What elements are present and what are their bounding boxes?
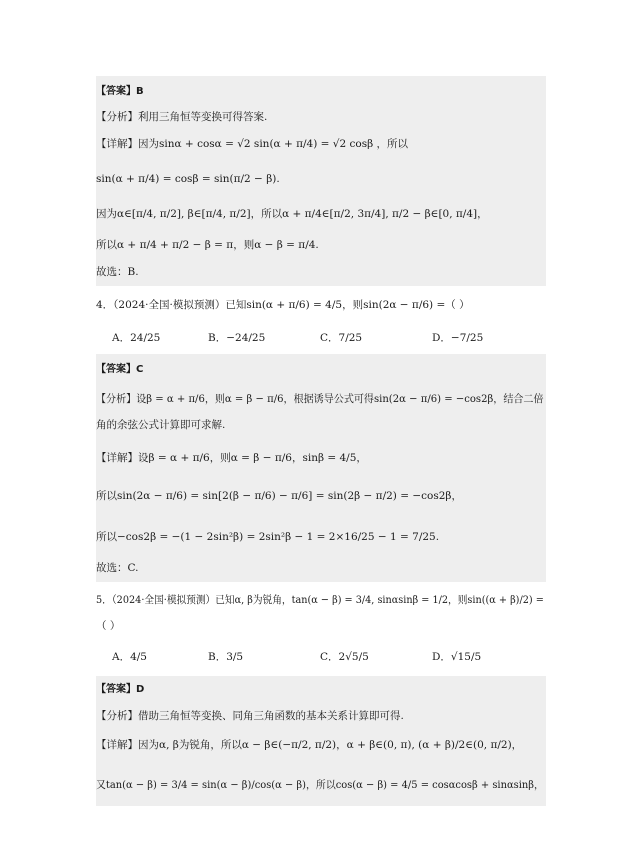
q3-detail-line-3: 因为α∈[π/4, π/2], β∈[π/4, π/2]，所以α + π/4∈[π/2, 3π/4], π/2 − β∈[0, π/4]， [96, 208, 488, 220]
q3-answer: 【答案】B [96, 86, 144, 97]
q4-option-d: D．−7/25 [432, 332, 484, 344]
q3-detail-line-1: 【详解】因为sinα + cosα = √2 sin(α + π/4) = √2 cosβ ，所以 [96, 138, 409, 150]
q3-detail-line-4: 所以α + π/4 + π/2 − β = π，则α − β = π/4. [96, 239, 319, 251]
q4-detail-line-1: 【详解】设β = α + π/6，则α = β − π/6，sinβ = 4/5， [96, 452, 367, 464]
q3-analysis: 【分析】利用三角恒等变换可得答案. [96, 111, 268, 123]
q4-stem: 4．（2024·全国·模拟预测）已知sin(α + π/6) = 4/5，则sin(2α − π/6) =（ ） [96, 299, 470, 311]
q5-option-b: B．3/5 [208, 651, 244, 663]
q5-option-a: A．4/5 [112, 651, 147, 663]
q4-detail-line-2: 所以sin(2α − π/6) = sin[2(β − π/6) − π/6] = sin(2β − π/2) = −cos2β， [96, 490, 462, 502]
q4-answer: 【答案】C [96, 364, 144, 375]
q4-solution-block [96, 354, 546, 582]
q5-option-c: C．2√5/5 [320, 651, 369, 663]
q4-analysis-line-1: 【分析】设β = α + π/6，则α = β − π/6，根据诱导公式可得sin(2α − π/6) = −cos2β，结合二倍 [96, 393, 544, 405]
q5-detail-line-1: 【详解】因为α, β为锐角，所以α − β∈(−π/2, π/2)，α + β∈(0, π), (α + β)/2∈(0, π/2)， [96, 739, 523, 751]
q3-detail-line-2: sin(α + π/4) = cosβ = sin(π/2 − β). [96, 173, 280, 185]
q5-analysis: 【分析】借助三角恒等变换、同角三角函数的基本关系计算即可得. [96, 710, 404, 722]
q4-detail-line-4: 故选：C. [96, 562, 139, 574]
q4-detail-line-3: 所以−cos2β = −(1 − 2sin²β) = 2sin²β − 1 = 2×16/25 − 1 = 7/25. [96, 531, 440, 543]
q5-stem: 5．（2024·全国·模拟预测）已知α, β为锐角，tan(α − β) = 3/4, sinαsinβ = 1/2，则sin((α + β)/2) = [96, 594, 544, 606]
q5-stem-continuation: （ ） [96, 620, 121, 632]
q4-option-c: C．7/25 [320, 332, 363, 344]
q4-option-b: B．−24/25 [208, 332, 266, 344]
q4-analysis-line-2: 角的余弦公式计算即可求解. [96, 419, 226, 431]
q5-option-d: D．√15/5 [432, 651, 482, 663]
q4-option-a: A．24/25 [112, 332, 161, 344]
q5-answer: 【答案】D [96, 684, 145, 695]
q5-detail-line-2: 又tan(α − β) = 3/4 = sin(α − β)/cos(α − β)，所以cos(α − β) = 4/5 = cosαcosβ + sinαsinβ， [96, 779, 544, 791]
q3-detail-line-5: 故选：B. [96, 266, 139, 278]
